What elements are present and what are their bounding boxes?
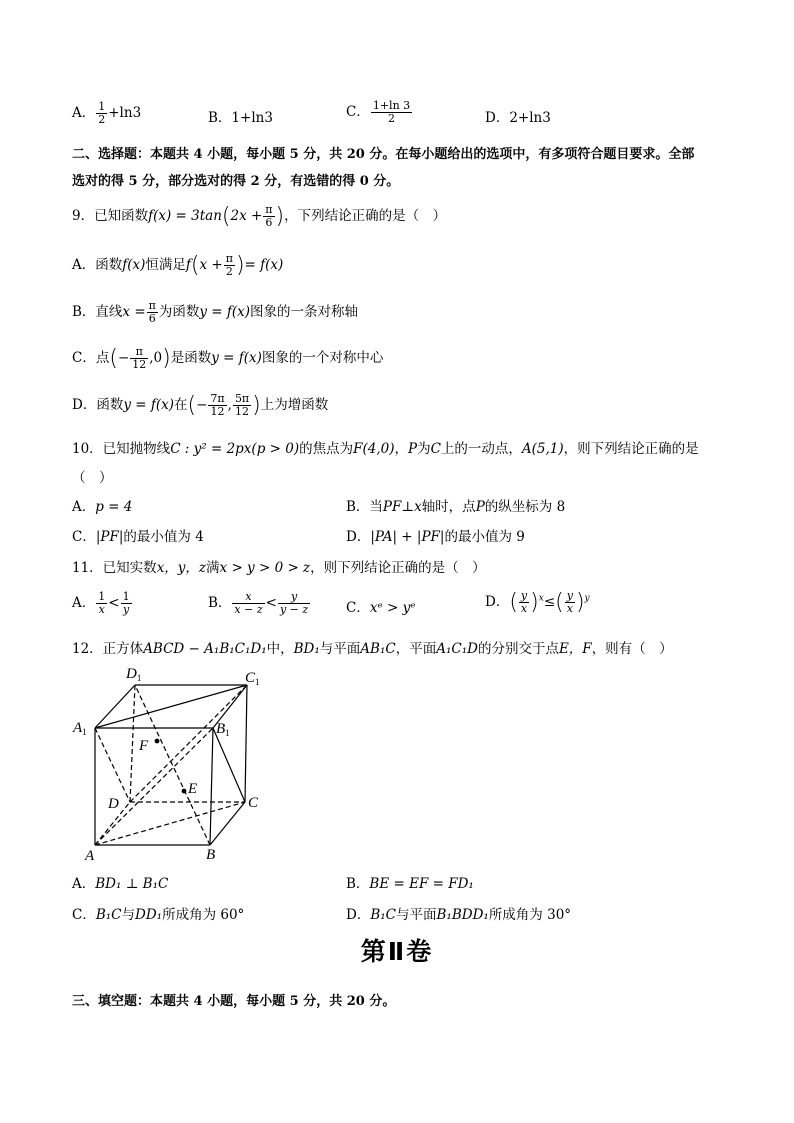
point-e — [182, 789, 187, 794]
label-e: E — [188, 781, 198, 797]
q9-stem: 9．已知函数f(x) = 3tan(2x + $\frac{\pi}{6}$ )，下列结论正确的是（ ） — [72, 203, 447, 229]
q10-option-a: A．p = 4 — [72, 499, 133, 515]
q8-option-a: A． $\frac{1}{2}$ +ln3 — [72, 100, 142, 126]
label-a: A — [85, 848, 95, 864]
cube-figure — [60, 660, 280, 865]
diag-bd1 — [135, 685, 210, 845]
label-a1: $A_1$ — [73, 720, 87, 737]
edge-b-c — [210, 802, 245, 845]
label-c1: $C_1$ — [245, 670, 260, 687]
q11-option-c: C．xᵉ > yᵉ — [346, 600, 416, 616]
q11-stem: 11．已知实数x，y，z满x > y > 0 > z，则下列结论正确的是（ ） — [72, 560, 486, 576]
q8-option-c: C． $\frac{1+\ln 3}{2}$ — [346, 99, 411, 125]
section2-header-line1: 二、选择题：本题共 4 小题，每小题 5 分，共 20 分。在每小题给出的选项中，有多项符合题目要求。全部 — [72, 147, 695, 162]
diag-b1-c — [213, 728, 245, 802]
edge-b-b1 — [210, 728, 213, 845]
label-b1: $B_1$ — [216, 721, 230, 738]
q12-option-d: D．B₁C与平面B₁BDD₁所成角为 30° — [346, 907, 572, 923]
label-f: F — [139, 738, 149, 754]
q9-option-b: B．直线x = $\frac{\pi}{6}$ 为函数y = f(x)图象的一条对称轴 — [72, 299, 359, 325]
q12-option-c: C．B₁C与DD₁所成角为 60° — [72, 907, 245, 923]
edge-a1-d1 — [95, 685, 135, 728]
q9-option-c: C．点(− $\frac{\pi}{12}$ ,0)是函数y = f(x)图象的一个对称中心 — [72, 345, 384, 371]
q8-option-b: B．1+ln3 — [208, 110, 273, 126]
q9-option-d: D．函数y = f(x)在(− $\frac{7\pi}{12}$ , $\frac{5\pi}{12}$ )上为增函数 — [72, 392, 329, 418]
q11-option-a: A． $\frac{1}{x}$ < $\frac{1}{y}$ — [72, 590, 130, 616]
section2-header-line2: 选对的得 5 分，部分选对的得 2 分，有选错的得 0 分。 — [72, 174, 400, 189]
q10-option-d: D．|PA| + |PF|的最小值为 9 — [346, 529, 525, 545]
q10-option-b: B．当PF⊥x轴时，点P的纵坐标为 8 — [346, 499, 566, 515]
q11-option-b: B． $\frac{x}{x - z}$ < $\frac{y}{y - z}$ — [208, 590, 309, 616]
q10-stem-cont: （ ） — [72, 470, 113, 486]
q12-option-a: A．BD₁ ⊥ B₁C — [72, 876, 169, 892]
label-c: C — [248, 795, 259, 811]
section3-header: 三、填空题：本题共 4 小题，每小题 5 分，共 20 分。 — [72, 994, 396, 1009]
q10-option-c: C．|PF|的最小值为 4 — [72, 529, 204, 545]
q9-option-a: A．函数f(x)恒满足f(x + $\frac{\pi}{2}$ )= f(x) — [72, 252, 284, 278]
q10-stem: 10．已知抛物线C : y² = 2px(p > 0)的焦点为F(4,0)，P为C上的一动点，A(5,1)，则下列结论正确的是 — [72, 441, 699, 457]
q11-option-d: D．( $\frac{y}{x}$ )$^x$≤( $\frac{y}{x}$ )$^y$ — [485, 589, 590, 615]
edge-c1-c — [245, 685, 247, 802]
edge-d-d1 — [130, 685, 135, 802]
q12-stem: 12．正方体ABCD − A₁B₁C₁D₁中，BD₁与平面AB₁C，平面A₁C₁D的分别交于点E，F，则有（ ） — [72, 641, 673, 657]
q12-option-b: B．BE = EF = FD₁ — [346, 876, 474, 892]
label-d1: $D_1$ — [126, 666, 142, 683]
part2-title: 第Ⅱ卷 — [360, 937, 434, 966]
q8-option-d: D．2+ln3 — [485, 110, 551, 126]
label-b: B — [206, 847, 216, 863]
point-f — [155, 739, 160, 744]
diag-a1-d — [95, 728, 130, 802]
label-d: D — [108, 796, 119, 812]
